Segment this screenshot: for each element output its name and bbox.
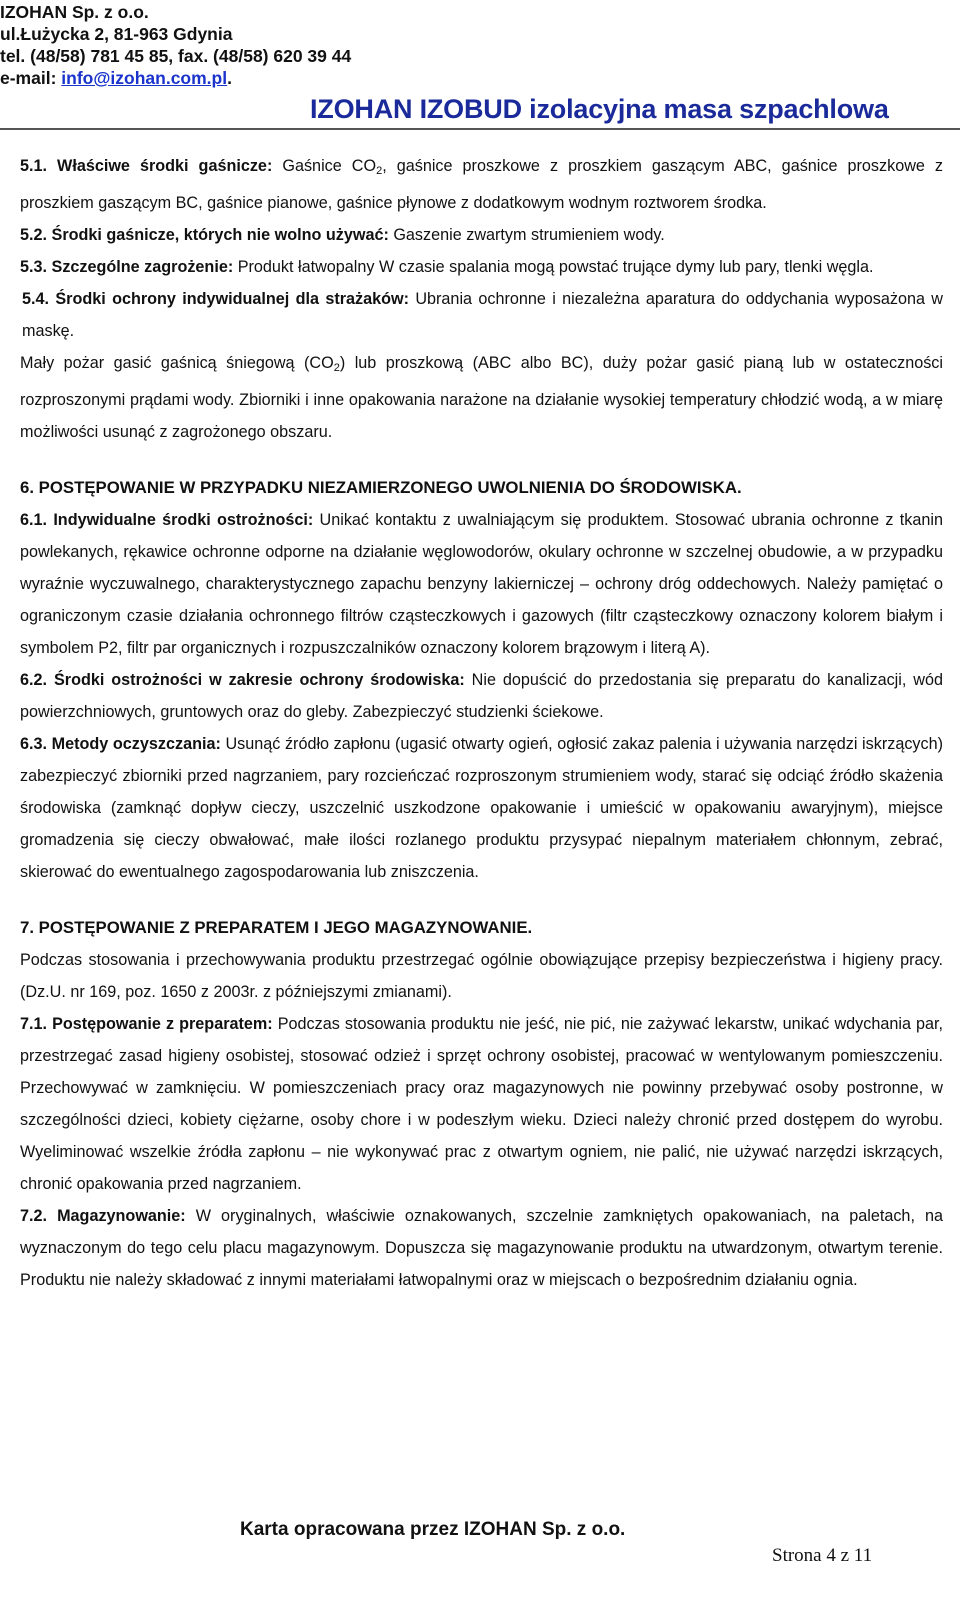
- head-5-1: Właściwe środki gaśnicze:: [57, 157, 273, 175]
- text-5-5a: Mały pożar gasić gaśnicą śniegową (CO: [20, 354, 334, 372]
- paragraph-6-2: [20, 664, 943, 728]
- spacer: [20, 448, 943, 472]
- head-6-2: Środki ostrożności w zakresie ochrony środowiska:: [53, 671, 465, 689]
- head-5-2: Środki gaśnicze, których nie wolno używać:: [51, 226, 389, 244]
- text-5-4: Ubrania ochronne i niezależna aparatura do oddychania wyposażona w maskę.: [22, 290, 943, 340]
- product-title: IZOHAN IZOBUD izolacyjna masa szpachlowa: [310, 94, 889, 124]
- document-body: [20, 150, 943, 1296]
- paragraph-7-2: [20, 1200, 943, 1296]
- num-6-1: 6.1.: [20, 511, 48, 529]
- head-7-2: Magazynowanie:: [57, 1207, 186, 1225]
- text-5-2: Gaszenie zwartym strumieniem wody.: [388, 226, 665, 244]
- sub-5-1: 2: [376, 165, 383, 177]
- page-number: Strona 4 z 11: [772, 1545, 873, 1566]
- num-6-3: 6.3.: [20, 735, 48, 753]
- paragraph-5-1: [20, 150, 943, 219]
- company-phone: tel. (48/58) 781 45 85, fax. (48/58) 620 39 44: [0, 46, 352, 66]
- text-6-1: Unikać kontaktu z uwalniającym się produktem. Stosować ubrania ochronne z tkanin powlekanych, rękawice ochronne odporne na działanie węglowodorów, okulary ochronne w szczelnej obudowie, a w przypadku wyraźnie wyczuwalnego, charakterystycznego zapachu benzyny lakierniczej – ochrony dróg oddechowych. Należy pamiętać o ograniczonym czasie działania ochronnego filtrów cząsteczkowych i gazowych (filtr cząsteczkowy oznaczony kolorem białym i symbolem P2, filtr par organicznych i rozpuszczalników oznaczony kolorem brązowym i literą A).: [20, 511, 943, 657]
- email-label: e-mail:: [0, 68, 62, 88]
- paragraph-5-3: [20, 251, 943, 283]
- text-6-2: Nie dopuścić do przedostania się preparatu do kanalizacji, wód powierzchniowych, gruntowych oraz do gleby. Zabezpieczyć studzienki ściekowe.: [20, 671, 943, 721]
- num-7-1: 7.1.: [20, 1015, 48, 1033]
- section-7-heading: 7. POSTĘPOWANIE Z PREPARATEM I JEGO MAGAZYNOWANIE.: [20, 918, 533, 937]
- section-6-heading: 6. POSTĘPOWANIE W PRZYPADKU NIEZAMIERZONEGO UWOLNIENIA DO ŚRODOWISKA.: [20, 478, 742, 497]
- spacer: [20, 888, 943, 912]
- paragraph-5-2: [20, 219, 943, 251]
- paragraph-6-3: [20, 728, 943, 888]
- num-5-1: 5.1.: [20, 157, 48, 175]
- company-email-line: [0, 66, 232, 90]
- email-link[interactable]: info@izohan.com.pl: [61, 68, 228, 88]
- text-5-3: Produkt łatwopalny W czasie spalania mogą powstać trujące dymy lub pary, tlenki węgla.: [233, 258, 874, 276]
- head-5-3: Szczególne zagrożenie:: [51, 258, 234, 276]
- num-5-2: 5.2.: [20, 226, 48, 244]
- num-6-2: 6.2.: [20, 671, 48, 689]
- company-name: IZOHAN Sp. z o.o.: [0, 2, 149, 22]
- text-7-1: Podczas stosowania produktu nie jeść, nie pić, nie zażywać lekarstw, unikać wdychania par, przestrzegać zasad higieny osobistej, stosować odzież i sprzęt ochrony osobistej, pracować w wentylowanym pomieszczeniu. Przechowywać w zamknięciu. W pomieszczeniach pracy oraz magazynowych nie powinny przebywać osoby postronne, w szczególności dzieci, kobiety ciężarne, osoby chore i w podeszłym wieku. Dzieci należy chronić przed dostępem do wyrobu. Wyeliminować wszelkie źródła zapłonu – nie wykonywać prac z otwartym ogniem, nie palić, nie używać narzędzi iskrzących, chronić opakowania przed nagrzaniem.: [20, 1015, 943, 1193]
- text-5-1b: , gaśnice proszkowe z proszkiem gaszącym ABC, gaśnice proszkowe z proszkiem gaszącym BC, gaśnice pianowe, gaśnice płynowe z dodatkowym wodnym roztworem środka.: [20, 157, 944, 212]
- paragraph-5-4: [20, 283, 943, 347]
- head-5-4: Środki ochrony indywidualnej dla strażaków:: [55, 290, 410, 308]
- header-divider: [0, 128, 960, 130]
- head-6-3: Metody oczyszczania:: [51, 735, 221, 753]
- text-5-1a: Gaśnice CO: [272, 157, 377, 175]
- head-7-1: Postępowanie z preparatem:: [52, 1015, 273, 1033]
- num-5-3: 5.3.: [20, 258, 48, 276]
- sub-5-5: 2: [333, 362, 340, 374]
- paragraph-6-1: [20, 504, 943, 664]
- paragraph-7-1: [20, 1008, 943, 1200]
- head-6-1: Indywidualne środki ostrożności:: [53, 511, 314, 529]
- text-5-5b: ) lub proszkową (ABC albo BC), duży pożar gasić pianą lub w ostateczności rozproszonymi prądami wody. Zbiorniki i inne opakowania narażone na działanie wysokiej temperatury chłodzić wodą, a w miarę możliwości usunąć z zagrożonego obszaru.: [20, 354, 943, 441]
- email-suffix: .: [227, 68, 232, 88]
- paragraph-5-5: [20, 347, 943, 448]
- company-address: ul.Łużycka 2, 81-963 Gdynia: [0, 24, 233, 44]
- paragraph-7-intro: Podczas stosowania i przechowywania produktu przestrzegać ogólnie obowiązujące przepisy bezpieczeństwa i higieny pracy. (Dz.U. nr 169, poz. 1650 z 2003r. z późniejszymi zmianami).: [20, 951, 943, 1001]
- text-6-3: Usunąć źródło zapłonu (ugasić otwarty ogień, ogłosić zakaz palenia i używania narzędzi iskrzących) zabezpieczyć zbiorniki przed nagrzaniem, pary rozcieńczać rozproszonym strumieniem wody, starać się odciąć źródło skażenia środowiska (zamknąć dopływ cieczy, uszczelnić uszkodzone opakowanie i umieścić w opakowaniu awaryjnym), miejsce gromadzenia się cieczy obwałować, małe ilości rozlanego produktu przysypać niepalnym materiałem chłonnym, zebrać, skierować do ewentualnego zagospodarowania lub zniszczenia.: [20, 735, 943, 881]
- footer-prepared-by: Karta opracowana przez IZOHAN Sp. z o.o.: [240, 1519, 626, 1540]
- text-7-2: W oryginalnych, właściwie oznakowanych, szczelnie zamkniętych opakowaniach, na paletach, na wyznaczonym do tego celu placu magazynowym. Dopuszcza się magazynowanie produktu na utwardzonym, otwartym terenie. Produktu nie należy składować z innymi materiałami łatwopalnymi oraz w miejscach o bezpośrednim działaniu ognia.: [20, 1207, 943, 1289]
- num-7-2: 7.2.: [20, 1207, 48, 1225]
- num-5-4: 5.4.: [22, 290, 50, 308]
